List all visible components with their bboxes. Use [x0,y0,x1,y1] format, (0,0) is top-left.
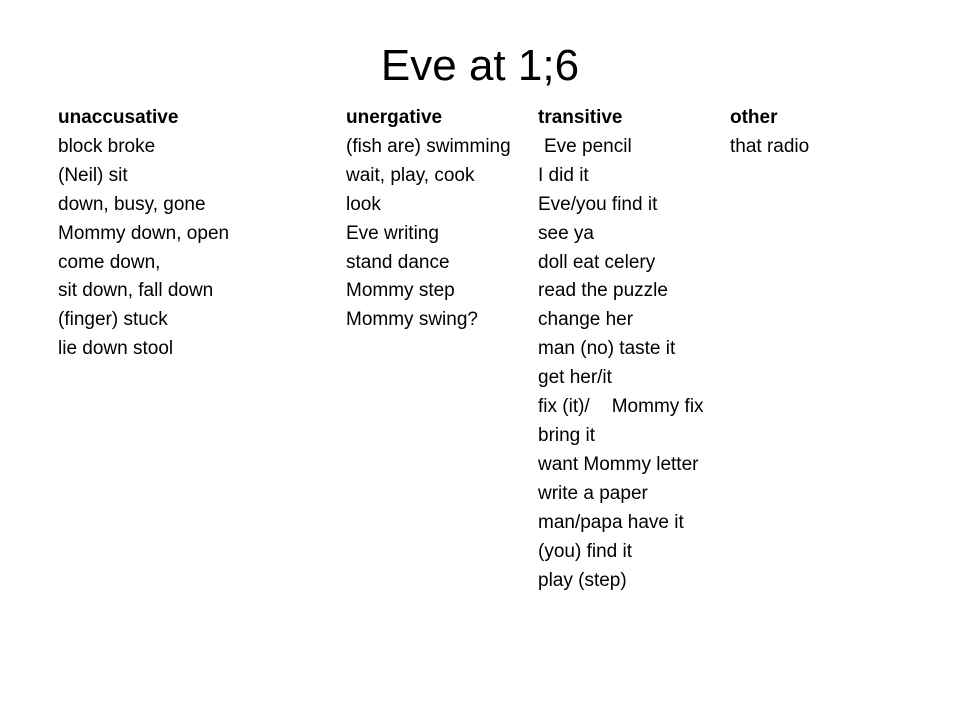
list-item: that radio [730,135,810,157]
list-item: read the puzzle [538,280,668,302]
slide-title: Eve at 1;6 [380,41,580,90]
list-item-fix [538,393,704,422]
list-item: (finger) stuck [58,309,168,331]
list-item: write a paper [538,482,648,504]
list-item: change her [538,309,634,331]
list-item: get her/it [538,367,612,389]
list-item: lie down stool [58,338,174,360]
list-item: look [346,193,381,215]
list-item: man (no) taste it [538,338,676,360]
list-item: stand dance [346,251,450,273]
column-unaccusative [58,104,229,364]
list-item: (Neil) sit [58,164,128,186]
fix-continuation: Mommy fix [611,396,704,418]
list-item: Mommy step [346,280,455,302]
list-item: come down, [58,251,161,273]
list-item: Eve pencil [544,135,632,157]
column-header-unaccusative: unaccusative [58,107,179,128]
list-item: see ya [538,222,594,244]
column-header-transitive: transitive [538,107,623,128]
list-item: down, busy, gone [58,193,206,215]
column-other [730,104,809,162]
column-unergative [346,104,511,335]
list-item: wait, play, cook [346,164,475,186]
list-item: Mommy swing? [346,309,478,331]
list-item: sit down, fall down [58,280,214,302]
list-item: Eve writing [346,222,439,244]
column-transitive [538,104,704,595]
column-header-unergative: unergative [346,107,443,128]
list-item: I did it [538,164,589,186]
list-item: Eve/you find it [538,193,658,215]
list-item: play (step) [538,569,627,591]
list-item: man/papa have it [538,511,684,533]
list-item: Mommy down, open [58,222,230,244]
list-item: doll eat celery [538,251,656,273]
list-item: block broke [58,135,156,157]
column-header-other: other [730,107,778,128]
fix-text: fix (it)/ [538,396,590,418]
list-item: (fish are) swimming [346,135,511,157]
list-item: (you) find it [538,540,632,562]
list-item: bring it [538,424,596,446]
list-item: want Mommy letter [538,453,699,475]
